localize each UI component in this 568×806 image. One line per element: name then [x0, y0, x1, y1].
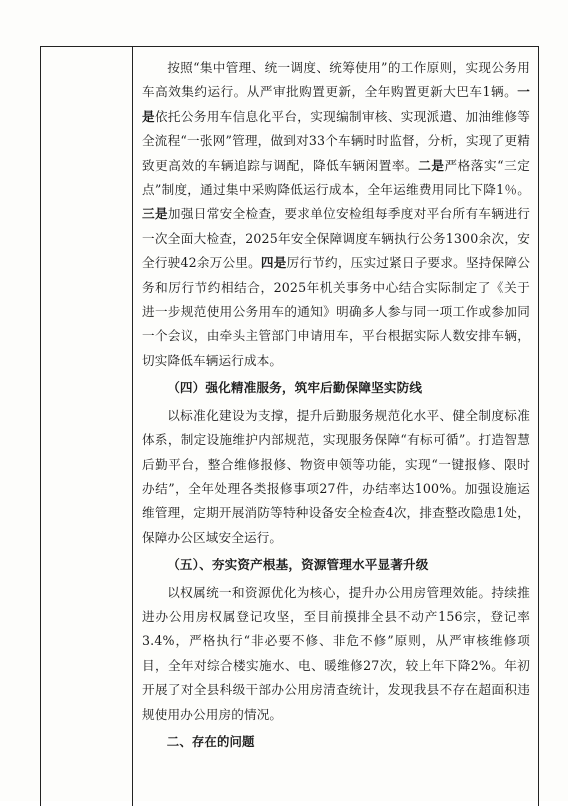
heading-text: 二、存在的问题	[166, 733, 255, 749]
text-run: 以标准化建设为支撑，提升后勤服务规范化水平、健全制度标准体系，制定设施维护内部规范，实现服务保障“有标可循”。打造智慧后勤平台，整合维修报修、物资申领等功能，实现“一键报修、限时办结”，全年处理各类报修事项27件，办结率达100%。加强设施运维管理，定期开展消防等特种设备安全检查4次，排查整改隐患1处，保障办公区域安全运行。	[142, 407, 530, 545]
text-run-bold: 一是	[142, 84, 530, 124]
text-run: 依托公务用车信息化平台，实现编制审核、实现派遣、加油维修等全流程“一张网”管理，做到对33个车辆时时监督，分析，实现了更精致更高效的车辆追踪与调配，降低车辆闲置率。	[142, 108, 530, 173]
text-run: 严格落实“三定点”制度，通过集中采购降低运行成本，全年运维费用同比下降1％。	[142, 157, 530, 198]
document-content	[142, 56, 530, 757]
heading-text: （四）强化精准服务，筑牢后勤保障坚实防线	[167, 380, 423, 396]
paragraph-asset-management	[142, 581, 530, 727]
text-run: 以权属统一和资源优化为核心，提升办公用房管理效能。持续推进办公用房权属登记攻坚，至目前摸排全县不动产156宗，登记率3.4%，严格执行“非必要不修、非危不修”原则，从严审核维修项目，全年对综合楼实施水、电、暖维修27次，较上年下降2%。年初开展了对全县科级干部办公用房清查统计，发现我县不存在超面积违规使用办公用房的情况。	[142, 584, 530, 722]
text-run: 加强日常安全检查，要求单位安检组每季度对平台所有车辆进行一次全面大检查，2025年安全保障调度车辆执行公务1300余次，安全行驶42余万公里。	[142, 206, 530, 271]
section-heading-problems	[142, 730, 530, 754]
text-run-bold: 二是	[418, 157, 445, 173]
paragraph-logistics-service	[142, 404, 530, 550]
heading-text: （五）、夯实资产根基，资源管理水平显著升级	[167, 557, 429, 573]
text-run: 厉行节约，压实过紧日子要求。坚持保障公务和厉行节约相结合，2025年机关事务中心结合实际制定了《关于进一步规范使用公务用车的通知》明确多人参与同一项工作或参加同一个会议，由牵头主管部门申请用车，平台根据实际人数安排车辆，切实降低车辆运行成本。	[142, 255, 530, 368]
text-run-bold: 四是	[260, 255, 287, 271]
text-run: 按照“集中管理、统一调度、统筹使用”的工作原则，实现公务用车高效集约运行。从严审批购置更新，全年购置更新大巴车1辆。	[142, 60, 530, 100]
paragraph-official-vehicles	[142, 56, 530, 373]
table-column-divider	[40, 46, 133, 806]
text-run-bold: 三是	[142, 206, 168, 222]
section-heading-5	[142, 553, 530, 577]
section-heading-4	[142, 376, 530, 400]
